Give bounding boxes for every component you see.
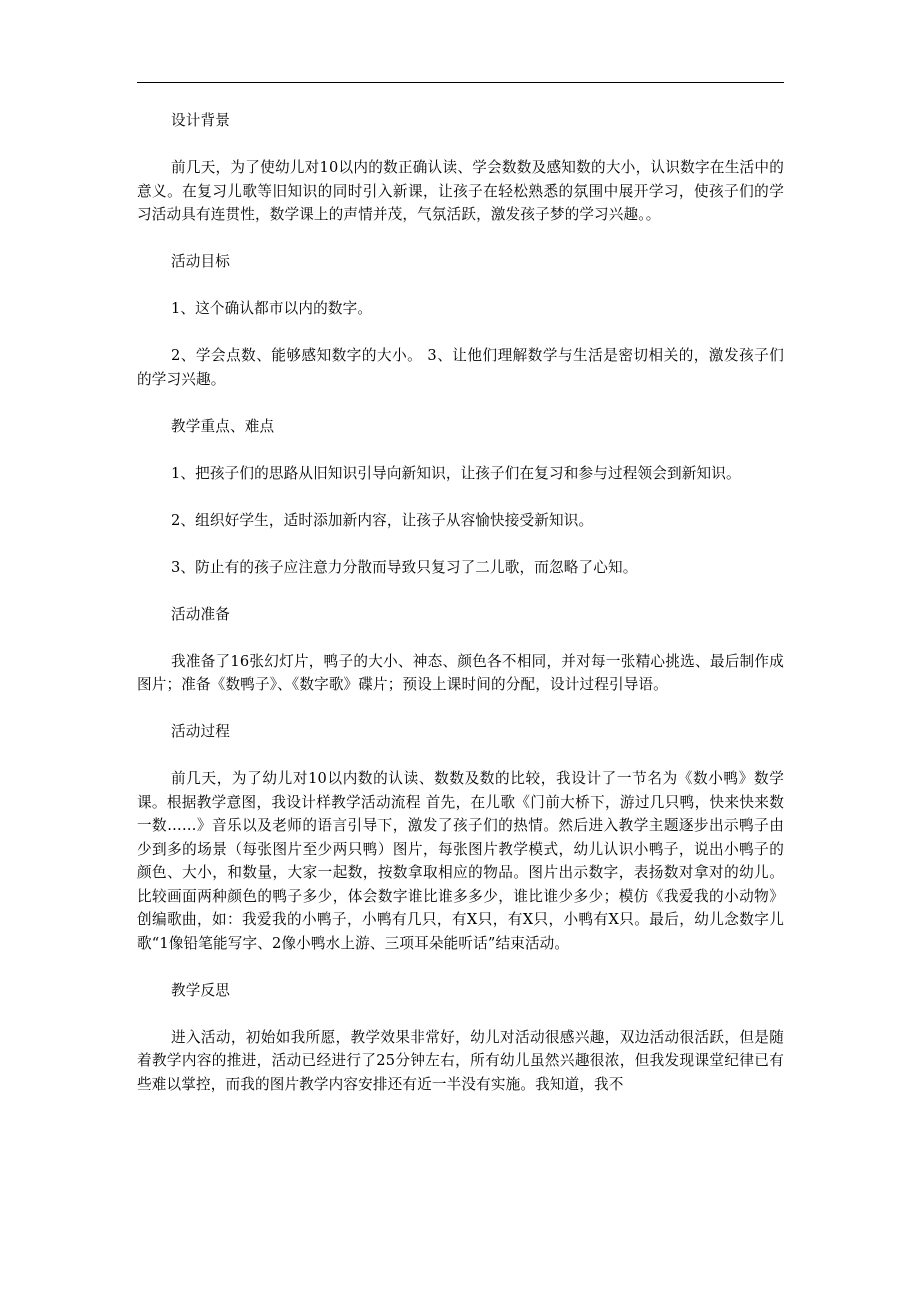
section-heading: 教学重点、难点 bbox=[171, 417, 275, 435]
list-item: 2、组织好学生，适时添加新内容，让孩子从容愉快接受新知识。 bbox=[171, 511, 594, 529]
list-item: 3、防止有的孩子应注意力分散而导致只复习了二儿歌，而忽略了心知。 bbox=[171, 558, 638, 576]
section-paragraph: 前几天，为了使幼儿对10以内的数正确认读、学会数数及感知数的大小，认识数字在生活中的意义。在复习儿歌等旧知识的同时引入新课，让孩子在轻松熟悉的氛围中展开学习，使孩子们的学习活动具有连贯性，数学课上的声情并茂，气氛活跃，激发孩子梦的学习兴趣。。 bbox=[137, 159, 784, 223]
list-item: 2、学会点数、能够感知数字的大小。 3、让他们理解数学与生活是密切相关的，激发孩子们的学习兴趣。 bbox=[137, 347, 784, 388]
section-paragraph: 进入活动，初始如我所愿，教学效果非常好，幼儿对活动很感兴趣，双边活动很活跃，但是随着教学内容的推进，活动已经进行了25分钟左右，所有幼儿虽然兴趣很浓，但我发现课堂纪律已有些难以掌控，而我的图片教学内容安排还有近一半没有实施。我知道，我不 bbox=[137, 1028, 784, 1093]
section-heading: 活动目标 bbox=[171, 253, 230, 270]
section-heading: 活动准备 bbox=[171, 605, 230, 623]
list-item: 1、把孩子们的思路从旧知识引导向新知识，让孩子们在复习和参与过程领会到新知识。 bbox=[171, 464, 741, 482]
section-background bbox=[137, 109, 784, 227]
section-paragraph: 前几天，为了幼儿对10以内数的认读、数数及数的比较，我设计了一节名为《数小鸭》数学课。根据教学意图，我设计样教学活动流程 首先，在儿歌《门前大桥下，游过几只鸭，快来快来数一数……》音乐以及老师的语言引导下，激发了孩子们的热情。然后进入教学主题逐步出示鸭子由少到多的场景（每张图片至少两只鸭）图片，每张图片教学模式，幼儿认识小鸭子，说出小鸭子的颜色、大小，和数量，大家一起数，按数拿取相应的物品。图片出示数字，表扬数对拿对的幼儿。比较画面两种颜色的鸭子多少，体会数字谁比谁多多少，谁比谁少多少；模仿《我爱我的小动物》创编歌曲，如：我爱我的小鸭子，小鸭有几只，有X只，有X只，小鸭有X只。最后，幼儿念数字儿歌“1像铅笔能写字、2像小鸭水上游、三项耳朵能听话”结束活动。 bbox=[137, 770, 784, 952]
section-reflection bbox=[137, 979, 784, 1097]
section-preparation bbox=[137, 603, 784, 697]
section-paragraph: 我准备了16张幻灯片，鸭子的大小、神态、颜色各不相同，并对每一张精心挑选、最后制作成图片；准备《数鸭子》、《数字歌》碟片；预设上课时间的分配，设计过程引导语。 bbox=[137, 652, 784, 693]
document-body bbox=[137, 109, 784, 1120]
section-heading: 活动过程 bbox=[171, 723, 230, 740]
section-key-points bbox=[137, 415, 784, 580]
list-item: 1、这个确认都市以内的数字。 bbox=[171, 300, 373, 317]
section-heading: 教学反思 bbox=[171, 981, 230, 999]
section-heading: 设计背景 bbox=[171, 112, 230, 129]
section-goals bbox=[137, 250, 784, 391]
section-process bbox=[137, 720, 784, 955]
header-divider bbox=[137, 82, 784, 83]
